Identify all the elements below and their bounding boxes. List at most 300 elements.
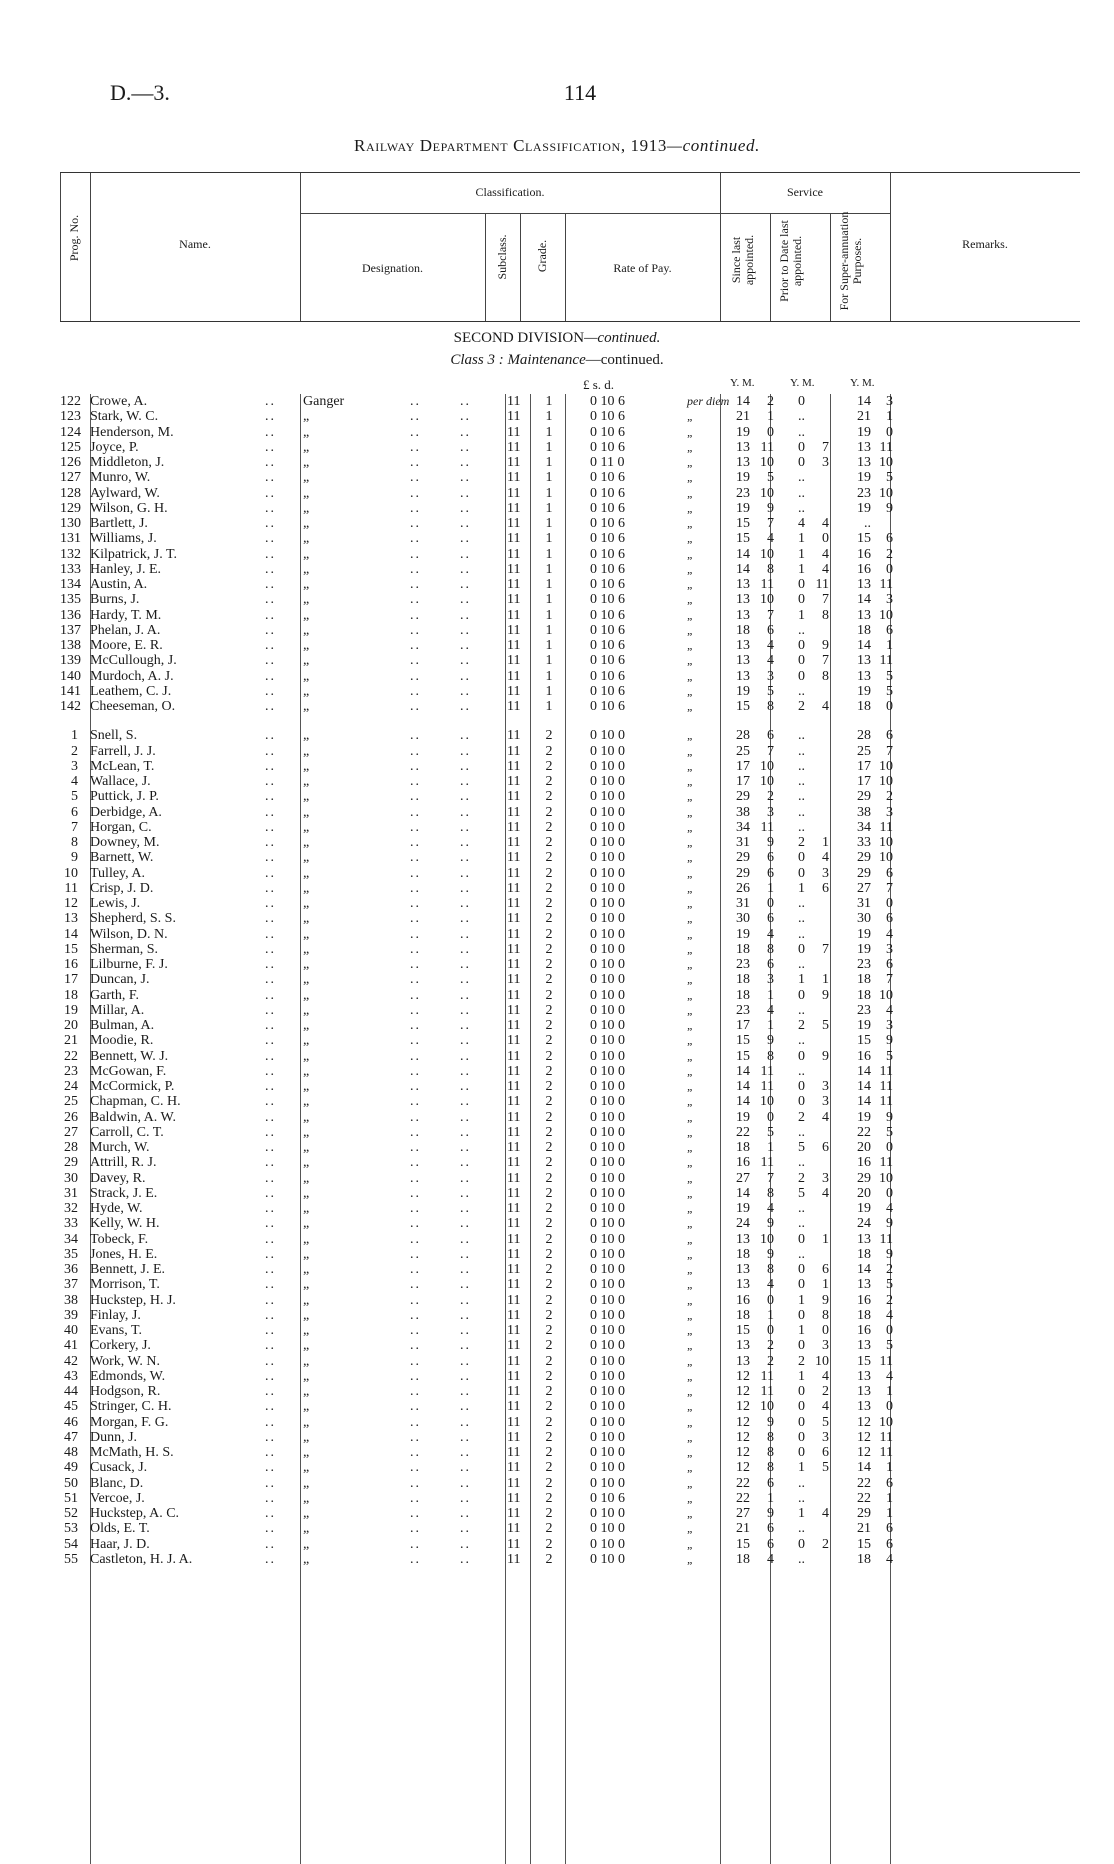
grade: 2: [545, 880, 553, 896]
since-years: 14: [736, 1185, 750, 1201]
super-months: 11: [879, 1353, 893, 1369]
table-row: [60, 820, 1080, 835]
pay-unit: „: [687, 972, 694, 987]
pay-unit: „: [687, 1185, 694, 1200]
rate-of-pay: 0 10 0: [590, 1033, 625, 1049]
leader-dots: ..: [460, 774, 471, 789]
designation: „: [303, 622, 310, 638]
prog-number: 29: [64, 1155, 78, 1171]
super-months: 3: [886, 941, 893, 957]
table-row: [60, 881, 1080, 896]
table-row: [60, 1064, 1080, 1079]
pay-unit: „: [687, 683, 694, 698]
grade: 2: [545, 1399, 553, 1415]
header-prior-to-date: Prior to Date last appointed.: [777, 220, 804, 302]
leader-dots: ..: [410, 1536, 421, 1552]
prior-years: ..: [798, 1063, 805, 1079]
since-years: 18: [736, 1246, 750, 1262]
since-years: 13: [736, 1353, 750, 1369]
grade: 1: [545, 668, 553, 684]
leader-dots: ..: [460, 470, 471, 486]
leader-dots: ..: [460, 926, 471, 942]
grade: 2: [545, 1201, 553, 1216]
pay-unit: „: [687, 835, 694, 849]
rate-of-pay: 0 10 0: [590, 1368, 625, 1384]
super-years: 19: [857, 500, 871, 516]
leader-dots: ..: [410, 1277, 421, 1293]
super-months: 11: [879, 1079, 893, 1094]
prior-months: 3: [822, 455, 829, 470]
super-years: 19: [857, 1109, 871, 1125]
subclass: 11: [507, 1429, 521, 1445]
employee-name: Chapman, C. H.: [90, 1094, 181, 1110]
since-months: 8: [767, 1185, 774, 1201]
grade: 2: [545, 972, 553, 988]
table-row: [60, 1216, 1080, 1231]
leader-dots: ..: [265, 455, 276, 470]
pay-unit: „: [687, 926, 694, 941]
pay-unit: „: [687, 789, 694, 804]
prog-number: 125: [60, 439, 81, 455]
rate-of-pay: 0 10 0: [590, 1551, 625, 1567]
prog-number: 39: [64, 1307, 78, 1323]
super-months: 6: [886, 728, 893, 744]
subclass: 11: [507, 987, 521, 1003]
designation: „: [303, 638, 310, 653]
super-months: 10: [879, 485, 893, 501]
super-years: 13: [857, 1277, 871, 1293]
prior-months: 6: [822, 1445, 829, 1460]
designation: „: [303, 1445, 310, 1460]
leader-dots: ..: [460, 577, 471, 592]
rate-of-pay: 0 10 0: [590, 819, 625, 835]
subclass: 11: [507, 653, 521, 669]
prior-months: 9: [822, 1292, 829, 1308]
leader-dots: ..: [410, 683, 421, 699]
rate-of-pay: 0 10 6: [590, 561, 625, 577]
pay-unit: „: [687, 500, 694, 515]
page-title: [0, 136, 1114, 156]
super-months: 11: [879, 819, 893, 835]
since-years: 12: [736, 1399, 750, 1415]
rate-of-pay: 0 10 0: [590, 774, 625, 789]
super-years: 14: [857, 1460, 871, 1476]
super-years: 29: [857, 850, 871, 866]
pay-unit: „: [687, 1399, 694, 1414]
employee-name: Duncan, J.: [90, 972, 150, 988]
prog-number: 49: [64, 1460, 78, 1476]
leader-dots: ..: [460, 804, 471, 820]
prior-months: 4: [822, 1185, 829, 1201]
employee-name: Kelly, W. H.: [90, 1216, 160, 1232]
grade: 2: [545, 1002, 553, 1018]
designation: „: [303, 1353, 310, 1369]
leader-dots: ..: [460, 1201, 471, 1216]
grade: 2: [545, 1079, 553, 1094]
leader-dots: ..: [265, 1429, 276, 1445]
super-months: 5: [886, 1277, 893, 1293]
employee-name: Derbidge, A.: [90, 804, 162, 820]
pay-unit: „: [687, 1445, 694, 1459]
rate-of-pay: 0 10 0: [590, 1429, 625, 1445]
leader-dots: ..: [265, 1536, 276, 1552]
leader-dots: ..: [460, 1262, 471, 1277]
designation: „: [303, 1018, 310, 1033]
employee-name: Austin, A.: [90, 577, 148, 592]
super-years: 14: [857, 592, 871, 608]
table-row: [60, 516, 1080, 531]
table-row: [60, 1201, 1080, 1216]
prior-years: 1: [798, 972, 805, 988]
pay-unit: „: [687, 1323, 694, 1337]
subclass: 11: [507, 835, 521, 850]
leader-dots: ..: [460, 1216, 471, 1232]
subclass: 11: [507, 1323, 521, 1338]
employee-name: Hodgson, R.: [90, 1384, 161, 1399]
subclass: 11: [507, 638, 521, 653]
super-years: 18: [857, 972, 871, 988]
employee-name: Baldwin, A. W.: [90, 1109, 176, 1125]
table-row: [60, 440, 1080, 455]
leader-dots: ..: [460, 1079, 471, 1094]
grade: 2: [545, 1018, 553, 1033]
table-row: [60, 1003, 1080, 1018]
super-years: 19: [857, 1018, 871, 1033]
leader-dots: ..: [410, 1506, 421, 1521]
prog-number: 130: [60, 516, 81, 531]
since-years: 23: [736, 1002, 750, 1018]
leader-dots: ..: [460, 607, 471, 623]
employee-name: Edmonds, W.: [90, 1368, 166, 1384]
leader-dots: ..: [265, 1063, 276, 1079]
prior-months: 5: [822, 1460, 829, 1476]
super-years: 22: [857, 1475, 871, 1491]
page-number: 114: [563, 80, 597, 105]
table-row: [60, 972, 1080, 987]
pay-unit: „: [687, 561, 694, 576]
table-row: [60, 835, 1080, 850]
since-months: 8: [767, 941, 774, 957]
super-years: 18: [857, 1551, 871, 1567]
prior-months: 10: [815, 1353, 829, 1369]
prog-number: 142: [60, 699, 81, 714]
rate-of-pay: 0 10 0: [590, 1353, 625, 1369]
since-months: 1: [767, 1018, 774, 1033]
leader-dots: ..: [410, 1414, 421, 1430]
prog-number: 6: [71, 804, 78, 820]
super-months: 5: [886, 668, 893, 684]
leader-dots: ..: [410, 911, 421, 927]
prog-number: 28: [64, 1140, 78, 1155]
employee-name: Lewis, J.: [90, 896, 141, 911]
leader-dots: ..: [265, 1018, 276, 1033]
table-row: [60, 394, 1080, 409]
header-classification: Classification.: [475, 185, 545, 199]
prog-number: 128: [60, 485, 81, 501]
rate-of-pay: 0 10 6: [590, 470, 625, 486]
table-row: [60, 1491, 1080, 1506]
subclass: 11: [507, 1307, 521, 1323]
prior-months: 11: [815, 577, 829, 592]
rate-of-pay: 0 10 0: [590, 1277, 625, 1293]
prior-years: 0: [798, 1307, 805, 1323]
employee-name: Moodie, R.: [90, 1033, 154, 1049]
prior-years: ..: [798, 485, 805, 501]
designation: „: [303, 957, 310, 972]
pay-unit: „: [687, 774, 694, 788]
employee-name: Hardy, T. M.: [90, 607, 162, 623]
subclass: 11: [507, 1506, 521, 1521]
super-months: 11: [879, 1155, 893, 1171]
pay-unit: „: [687, 1002, 694, 1017]
leader-dots: ..: [265, 1292, 276, 1308]
since-years: 16: [736, 1292, 750, 1308]
leader-dots: ..: [460, 743, 471, 759]
super-years: 19: [857, 926, 871, 942]
since-years: 34: [736, 819, 750, 835]
leader-dots: ..: [410, 926, 421, 942]
grade: 2: [545, 1323, 553, 1338]
since-months: 6: [767, 1521, 774, 1537]
title-continued: —continued.: [666, 136, 760, 155]
since-years: 13: [736, 577, 750, 592]
prior-months: 3: [822, 1079, 829, 1094]
grade: 2: [545, 1490, 553, 1506]
prior-years: 1: [798, 1323, 805, 1338]
prior-years: 0: [798, 1445, 805, 1460]
table-row: [60, 789, 1080, 804]
subclass: 11: [507, 926, 521, 942]
table-row: [60, 957, 1080, 972]
grade: 2: [545, 865, 553, 881]
leader-dots: ..: [410, 622, 421, 638]
leader-dots: ..: [460, 1506, 471, 1521]
leader-dots: ..: [460, 668, 471, 684]
super-months: 5: [886, 1338, 893, 1354]
designation: „: [303, 455, 310, 470]
rate-of-pay: 0 10 6: [590, 577, 625, 592]
employee-name: Castleton, H. J. A.: [90, 1551, 193, 1567]
super-years: 23: [857, 485, 871, 501]
prior-months: 7: [822, 653, 829, 669]
pay-unit: „: [687, 1018, 694, 1032]
super-months: 0: [886, 1185, 893, 1201]
rate-of-pay: 0 10 0: [590, 1521, 625, 1537]
designation: „: [303, 546, 310, 562]
super-years: 16: [857, 1323, 871, 1338]
leader-dots: ..: [265, 774, 276, 789]
pay-unit: „: [687, 1460, 694, 1475]
subclass: 11: [507, 1094, 521, 1110]
leader-dots: ..: [460, 728, 471, 744]
employee-name: Murch, W.: [90, 1140, 150, 1155]
super-months: 1: [886, 1384, 893, 1399]
rate-of-pay: 0 10 0: [590, 1201, 625, 1216]
since-months: 8: [767, 561, 774, 577]
designation: „: [303, 1506, 310, 1521]
subclass: 11: [507, 1079, 521, 1094]
since-years: 14: [736, 1063, 750, 1079]
prior-years: ..: [798, 1475, 805, 1491]
employee-name: Murdoch, A. J.: [90, 668, 174, 684]
rate-of-pay: 0 10 0: [590, 743, 625, 759]
since-months: 9: [767, 1246, 774, 1262]
designation: „: [303, 1536, 310, 1552]
super-months: 7: [886, 880, 893, 896]
subclass: 11: [507, 1109, 521, 1125]
prior-years: 1: [798, 1506, 805, 1521]
designation: „: [303, 1246, 310, 1262]
since-years: 12: [736, 1460, 750, 1476]
rate-of-pay: 0 10 0: [590, 972, 625, 988]
prior-months: 4: [822, 850, 829, 866]
leader-dots: ..: [410, 1170, 421, 1186]
leader-dots: ..: [410, 743, 421, 759]
grade: 1: [545, 500, 553, 516]
leader-dots: ..: [410, 1445, 421, 1460]
subclass: 11: [507, 1063, 521, 1079]
employee-name: Vercoe, J.: [90, 1490, 145, 1506]
table-row: [60, 942, 1080, 957]
since-years: 18: [736, 987, 750, 1003]
since-months: 1: [767, 1307, 774, 1323]
since-years: 12: [736, 1429, 750, 1445]
leader-dots: ..: [460, 1185, 471, 1201]
super-years: 25: [857, 743, 871, 759]
super-years: 27: [857, 880, 871, 896]
since-months: 7: [767, 516, 774, 531]
rate-of-pay: 0 10 0: [590, 1445, 625, 1460]
employee-name: Downey, M.: [90, 835, 160, 850]
document-reference: D.—3.: [110, 80, 170, 105]
pay-unit: „: [687, 1536, 694, 1551]
since-months: 5: [767, 1124, 774, 1140]
leader-dots: ..: [410, 1140, 421, 1155]
prior-months: 6: [822, 1140, 829, 1155]
pay-unit: „: [687, 668, 694, 683]
designation: „: [303, 1368, 310, 1384]
since-years: 25: [736, 743, 750, 759]
table-row: [60, 470, 1080, 485]
super-months: 5: [886, 470, 893, 486]
super-months: 4: [886, 926, 893, 942]
prior-months: 4: [822, 1109, 829, 1125]
prior-years: ..: [798, 1124, 805, 1140]
prog-number: 15: [64, 941, 78, 957]
prior-years: ..: [798, 1033, 805, 1049]
prior-years: ..: [798, 911, 805, 927]
super-years: 18: [857, 1246, 871, 1262]
subclass: 11: [507, 1490, 521, 1506]
leader-dots: ..: [265, 1048, 276, 1064]
prior-years: 0: [798, 394, 805, 409]
prog-number: 129: [60, 500, 81, 516]
table-row: [60, 409, 1080, 424]
prior-years: ..: [798, 728, 805, 744]
since-months: 11: [760, 1384, 774, 1399]
employee-name: Shepherd, S. S.: [90, 911, 176, 927]
leader-dots: ..: [410, 668, 421, 684]
since-months: 3: [767, 972, 774, 988]
since-months: 9: [767, 1414, 774, 1430]
leader-dots: ..: [410, 607, 421, 623]
subclass: 11: [507, 941, 521, 957]
since-months: 0: [767, 424, 774, 440]
since-years: 18: [736, 941, 750, 957]
super-months: 6: [886, 1475, 893, 1491]
rate-of-pay: 0 10 0: [590, 1231, 625, 1247]
leader-dots: ..: [460, 1170, 471, 1186]
since-years: 29: [736, 789, 750, 805]
since-months: 4: [767, 1201, 774, 1216]
rate-of-pay: 0 10 6: [590, 500, 625, 516]
designation: „: [303, 592, 310, 608]
leader-dots: ..: [460, 1231, 471, 1247]
leader-dots: ..: [460, 1277, 471, 1293]
designation: „: [303, 500, 310, 516]
super-months: 10: [879, 455, 893, 470]
since-years: 14: [736, 1094, 750, 1110]
designation: „: [303, 683, 310, 699]
table-row: [60, 1293, 1080, 1308]
designation: „: [303, 1384, 310, 1399]
grade: 2: [545, 1094, 553, 1110]
leader-dots: ..: [410, 1185, 421, 1201]
subclass: 11: [507, 439, 521, 455]
since-months: 10: [760, 774, 774, 789]
super-months: 0: [886, 1399, 893, 1415]
super-months: 5: [886, 683, 893, 699]
prog-number: 36: [64, 1262, 78, 1277]
header-service: Service: [787, 185, 823, 199]
super-years: 30: [857, 911, 871, 927]
subclass: 11: [507, 699, 521, 714]
table-row: [60, 866, 1080, 881]
designation: „: [303, 1521, 310, 1537]
super-years: 29: [857, 865, 871, 881]
prior-years: 2: [798, 699, 805, 714]
since-months: 7: [767, 743, 774, 759]
rate-of-pay: 0 10 6: [590, 546, 625, 562]
leader-dots: ..: [410, 972, 421, 988]
prior-months: 4: [822, 561, 829, 577]
employee-name: Horgan, C.: [90, 819, 152, 835]
grade: 2: [545, 1155, 553, 1171]
since-months: 7: [767, 1170, 774, 1186]
super-months: 3: [886, 804, 893, 820]
leader-dots: ..: [460, 561, 471, 577]
employee-name: Middleton, J.: [90, 455, 165, 470]
prog-number: 24: [64, 1079, 78, 1094]
super-months: 11: [879, 1094, 893, 1110]
grade: 2: [545, 987, 553, 1003]
leader-dots: ..: [410, 1048, 421, 1064]
pay-unit: „: [687, 622, 694, 637]
pay-unit: „: [687, 577, 694, 591]
employee-name: Tobeck, F.: [90, 1231, 149, 1247]
leader-dots: ..: [410, 1551, 421, 1567]
grade: 2: [545, 1140, 553, 1155]
leader-dots: ..: [410, 500, 421, 516]
table-row: [60, 592, 1080, 607]
prior-years: 4: [798, 516, 805, 531]
designation: „: [303, 1063, 310, 1079]
grade: 1: [545, 470, 553, 486]
employee-name: Huckstep, A. C.: [90, 1506, 180, 1521]
grade: 2: [545, 1414, 553, 1430]
super-years: 17: [857, 774, 871, 789]
subclass: 11: [507, 516, 521, 531]
